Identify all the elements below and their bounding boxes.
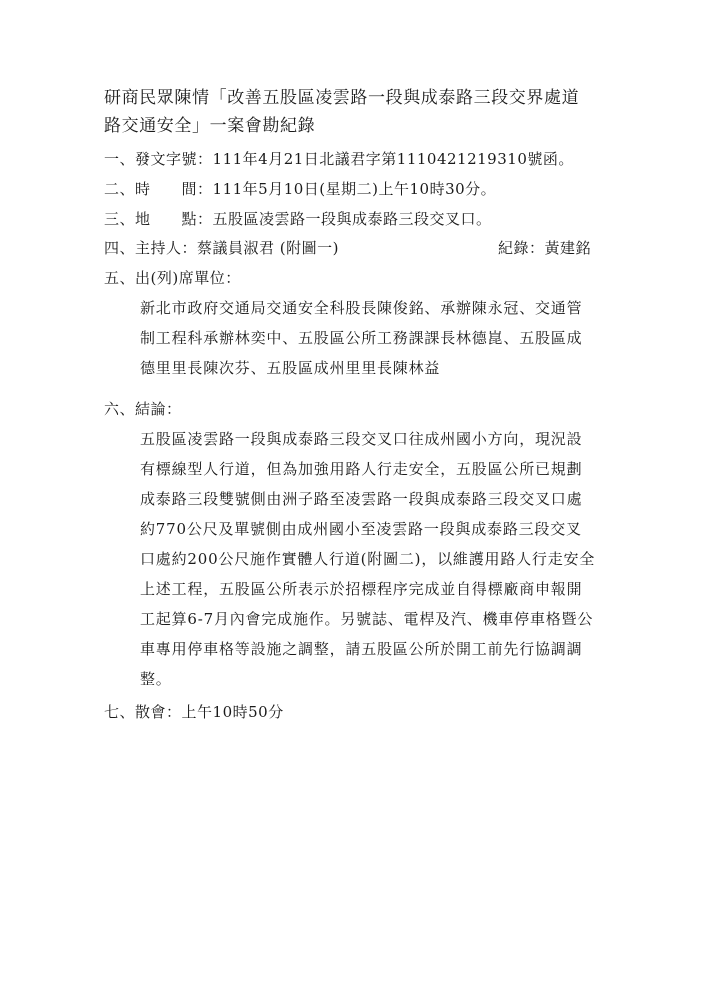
- attendees-line: 新北市政府交通局交通安全科股長陳俊銘、承辦陳永冠、交通管: [140, 299, 583, 317]
- conclusion-line: 工起算6-7月內會完成施作。另號誌、電桿及汽、機車停車格暨公: [140, 610, 594, 628]
- item-value: 上午10時50分: [181, 703, 284, 721]
- item-location: [104, 209, 492, 229]
- document-title: [104, 84, 624, 140]
- item-number: 四、: [104, 239, 136, 257]
- item-value: 五股區凌雲路一段與成泰路三段交叉口。: [212, 210, 492, 228]
- item-attendees-heading: [104, 268, 241, 288]
- item-value: 蔡議員淑君 (附圖一): [197, 239, 340, 257]
- item-label: 發文字號：: [135, 150, 213, 168]
- item-conclusion-heading: [104, 399, 182, 419]
- title-line: 研商民眾陳情「改善五股區凌雲路一段與成泰路三段交界處道: [104, 88, 580, 108]
- conclusion-line: 車專用停車格等設施之調整，請五股區公所於開工前先行協調調: [140, 640, 583, 658]
- conclusion-line: 成泰路三段雙號側由洲子路至凌雲路一段與成泰路三段交叉口處: [140, 490, 583, 508]
- conclusion-line: 約770公尺及單號側由成州國小至凌雲路一段與成泰路三段交叉: [140, 520, 582, 538]
- item-value: 111年4月21日北議君字第1110421219310號函。: [212, 150, 574, 168]
- title-line: 路交通安全」一案會勘紀錄: [104, 116, 316, 136]
- item-time: [104, 179, 496, 199]
- item-number: 三、: [104, 210, 136, 228]
- item-number: 一、: [104, 150, 136, 168]
- item-host: [104, 238, 339, 258]
- item-label: 散會：: [135, 703, 182, 721]
- item-value: 111年5月10日(星期二)上午10時30分。: [212, 180, 497, 198]
- attendees-line: 制工程科承辦林奕中、五股區公所工務課課長林德崑、五股區成: [140, 329, 583, 347]
- conclusion-line: 整。: [140, 670, 172, 688]
- conclusion-line: 口處約200公尺施作實體人行道(附圖二)，以維護用路人行走安全: [140, 550, 596, 568]
- item-label: 地 點：: [135, 210, 213, 228]
- item-adjournment: [104, 702, 284, 722]
- item-label: 出(列)席單位：: [135, 269, 241, 287]
- item-number: 七、: [104, 703, 136, 721]
- item-number: 六、: [104, 400, 136, 418]
- conclusion-line: 五股區凌雲路一段與成泰路三段交叉口往成州國小方向，現況設: [140, 430, 583, 448]
- recorder: 紀錄：黃建銘: [498, 239, 592, 257]
- conclusion-paragraph: [140, 424, 616, 694]
- conclusion-line: 有標線型人行道，但為加強用路人行走安全，五股區公所已規劃: [140, 460, 583, 478]
- attendees-paragraph: [140, 293, 616, 383]
- attendees-line: 德里里長陳次芬、五股區成州里里長陳林益: [140, 359, 441, 377]
- item-document-number: [104, 149, 574, 169]
- item-label: 結論：: [135, 400, 182, 418]
- item-number: 二、: [104, 180, 136, 198]
- item-number: 五、: [104, 269, 136, 287]
- item-label: 主持人：: [135, 239, 198, 257]
- item-label: 時 間：: [135, 180, 213, 198]
- conclusion-line: 上述工程，五股區公所表示於招標程序完成並自得標廠商申報開: [140, 580, 583, 598]
